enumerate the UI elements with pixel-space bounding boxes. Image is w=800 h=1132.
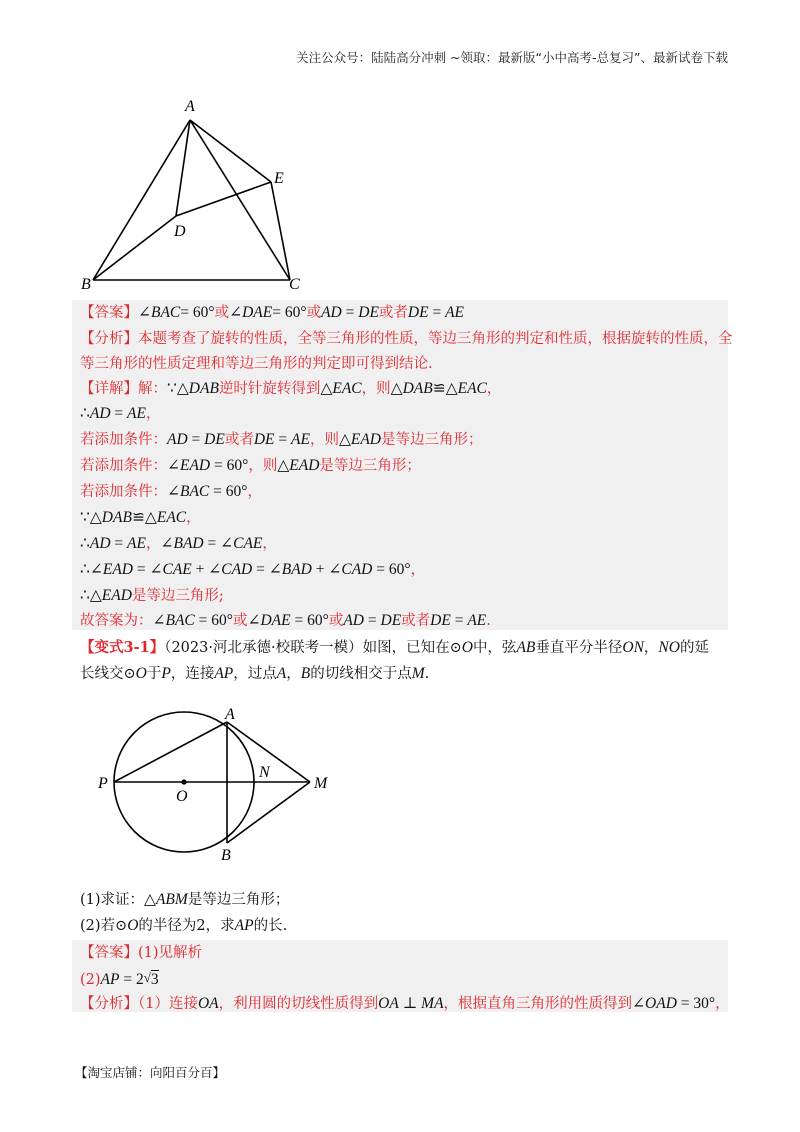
answer-line: 【答案】∠BAC= 60°或∠DAE= 60°或AD = DE或者DE = AE — [80, 304, 465, 321]
segment-ae — [190, 120, 271, 182]
segment-bd — [93, 216, 176, 280]
label-n: N — [259, 764, 270, 781]
geometry-figure-triangle — [78, 95, 310, 295]
label-a: A — [185, 98, 195, 115]
detail-line-9: ∴△EAD是等边三角形; — [80, 587, 224, 604]
segment-bm — [227, 782, 310, 843]
analysis-line-2: 等三角形的性质定理和等边三角形的判定即可得到结论. — [80, 356, 433, 372]
detail-line-1: 【详解】解：∵△DAB逆时针旋转得到△EAC，则△DAB≌△EAC， — [80, 380, 502, 397]
page-footer: 【淘宝店铺：向阳百分百】 — [75, 1065, 226, 1080]
detail-line-6: ∵△DAB≌△EAC， — [80, 509, 201, 526]
detail-line-4: 若添加条件：∠EAD = 60°，则△EAD是等边三角形； — [80, 457, 421, 474]
label-m: M — [314, 775, 328, 792]
center-point — [181, 779, 186, 784]
label-o: O — [176, 788, 188, 805]
analysis-line-1: 【分析】本题考查了旋转的性质，全等三角形的性质，等边三角形的判定和性质，根据旋转的性质，全 — [80, 331, 733, 347]
question-2: (2)若⊙O的半径为2，求AP的长. — [80, 917, 288, 934]
segment-ad — [176, 120, 190, 216]
segment-ab — [93, 120, 190, 280]
detail-line-2: ∴AD = AE， — [80, 405, 161, 422]
page-header: 关注公众号：陆陆高分冲刺 ~领取：最新版“小中高考-总复习”、最新试卷下载 — [296, 50, 728, 65]
label-a: A — [225, 706, 235, 723]
geometry-figure-circle — [92, 700, 332, 865]
label-p: P — [98, 775, 108, 792]
detail-line-5: 若添加条件：∠BAC = 60°， — [80, 483, 262, 500]
answer2-line-1: 【答案】(1)见解析 — [80, 945, 203, 961]
detail-line-8: ∴∠EAD = ∠CAE + ∠CAD = ∠BAD + ∠CAD = 60°， — [80, 561, 426, 578]
detail-line-7: ∴AD = AE，∠BAD = ∠CAE， — [80, 535, 277, 552]
label-b: B — [221, 847, 231, 864]
label-c: C — [289, 276, 300, 293]
detail-line-3: 若添加条件：AD = DE或者DE = AE，则△EAD是等边三角形； — [80, 431, 483, 448]
label-b: B — [81, 276, 91, 293]
detail-line-10: 故答案为：∠BAC = 60°或∠DAE = 60°或AD = DE或者DE = AE. — [80, 612, 491, 629]
variant-line-2: 长线交⊙O于P，连接AP，过点A，B的切线相交于点M. — [80, 665, 430, 682]
label-d: D — [174, 223, 186, 240]
segment-de — [176, 182, 271, 216]
segment-pa — [114, 722, 227, 782]
question-1: (1)求证：△ABM是等边三角形； — [80, 891, 290, 908]
label-e: E — [274, 170, 284, 187]
analysis2-line-1: 【分析】（1）连接OA，利用圆的切线性质得到OA ⊥ MA，根据直角三角形的性质得到∠OAD = 30°， — [80, 995, 730, 1012]
answer2-line-2: (2)AP = 2√3 — [80, 970, 159, 988]
variant-line-1: 【变式3-1】（2023·河北承德·校联考一模）如图，已知在⊙O中，弦AB垂直平分半径ON，NO的延 — [80, 639, 709, 656]
